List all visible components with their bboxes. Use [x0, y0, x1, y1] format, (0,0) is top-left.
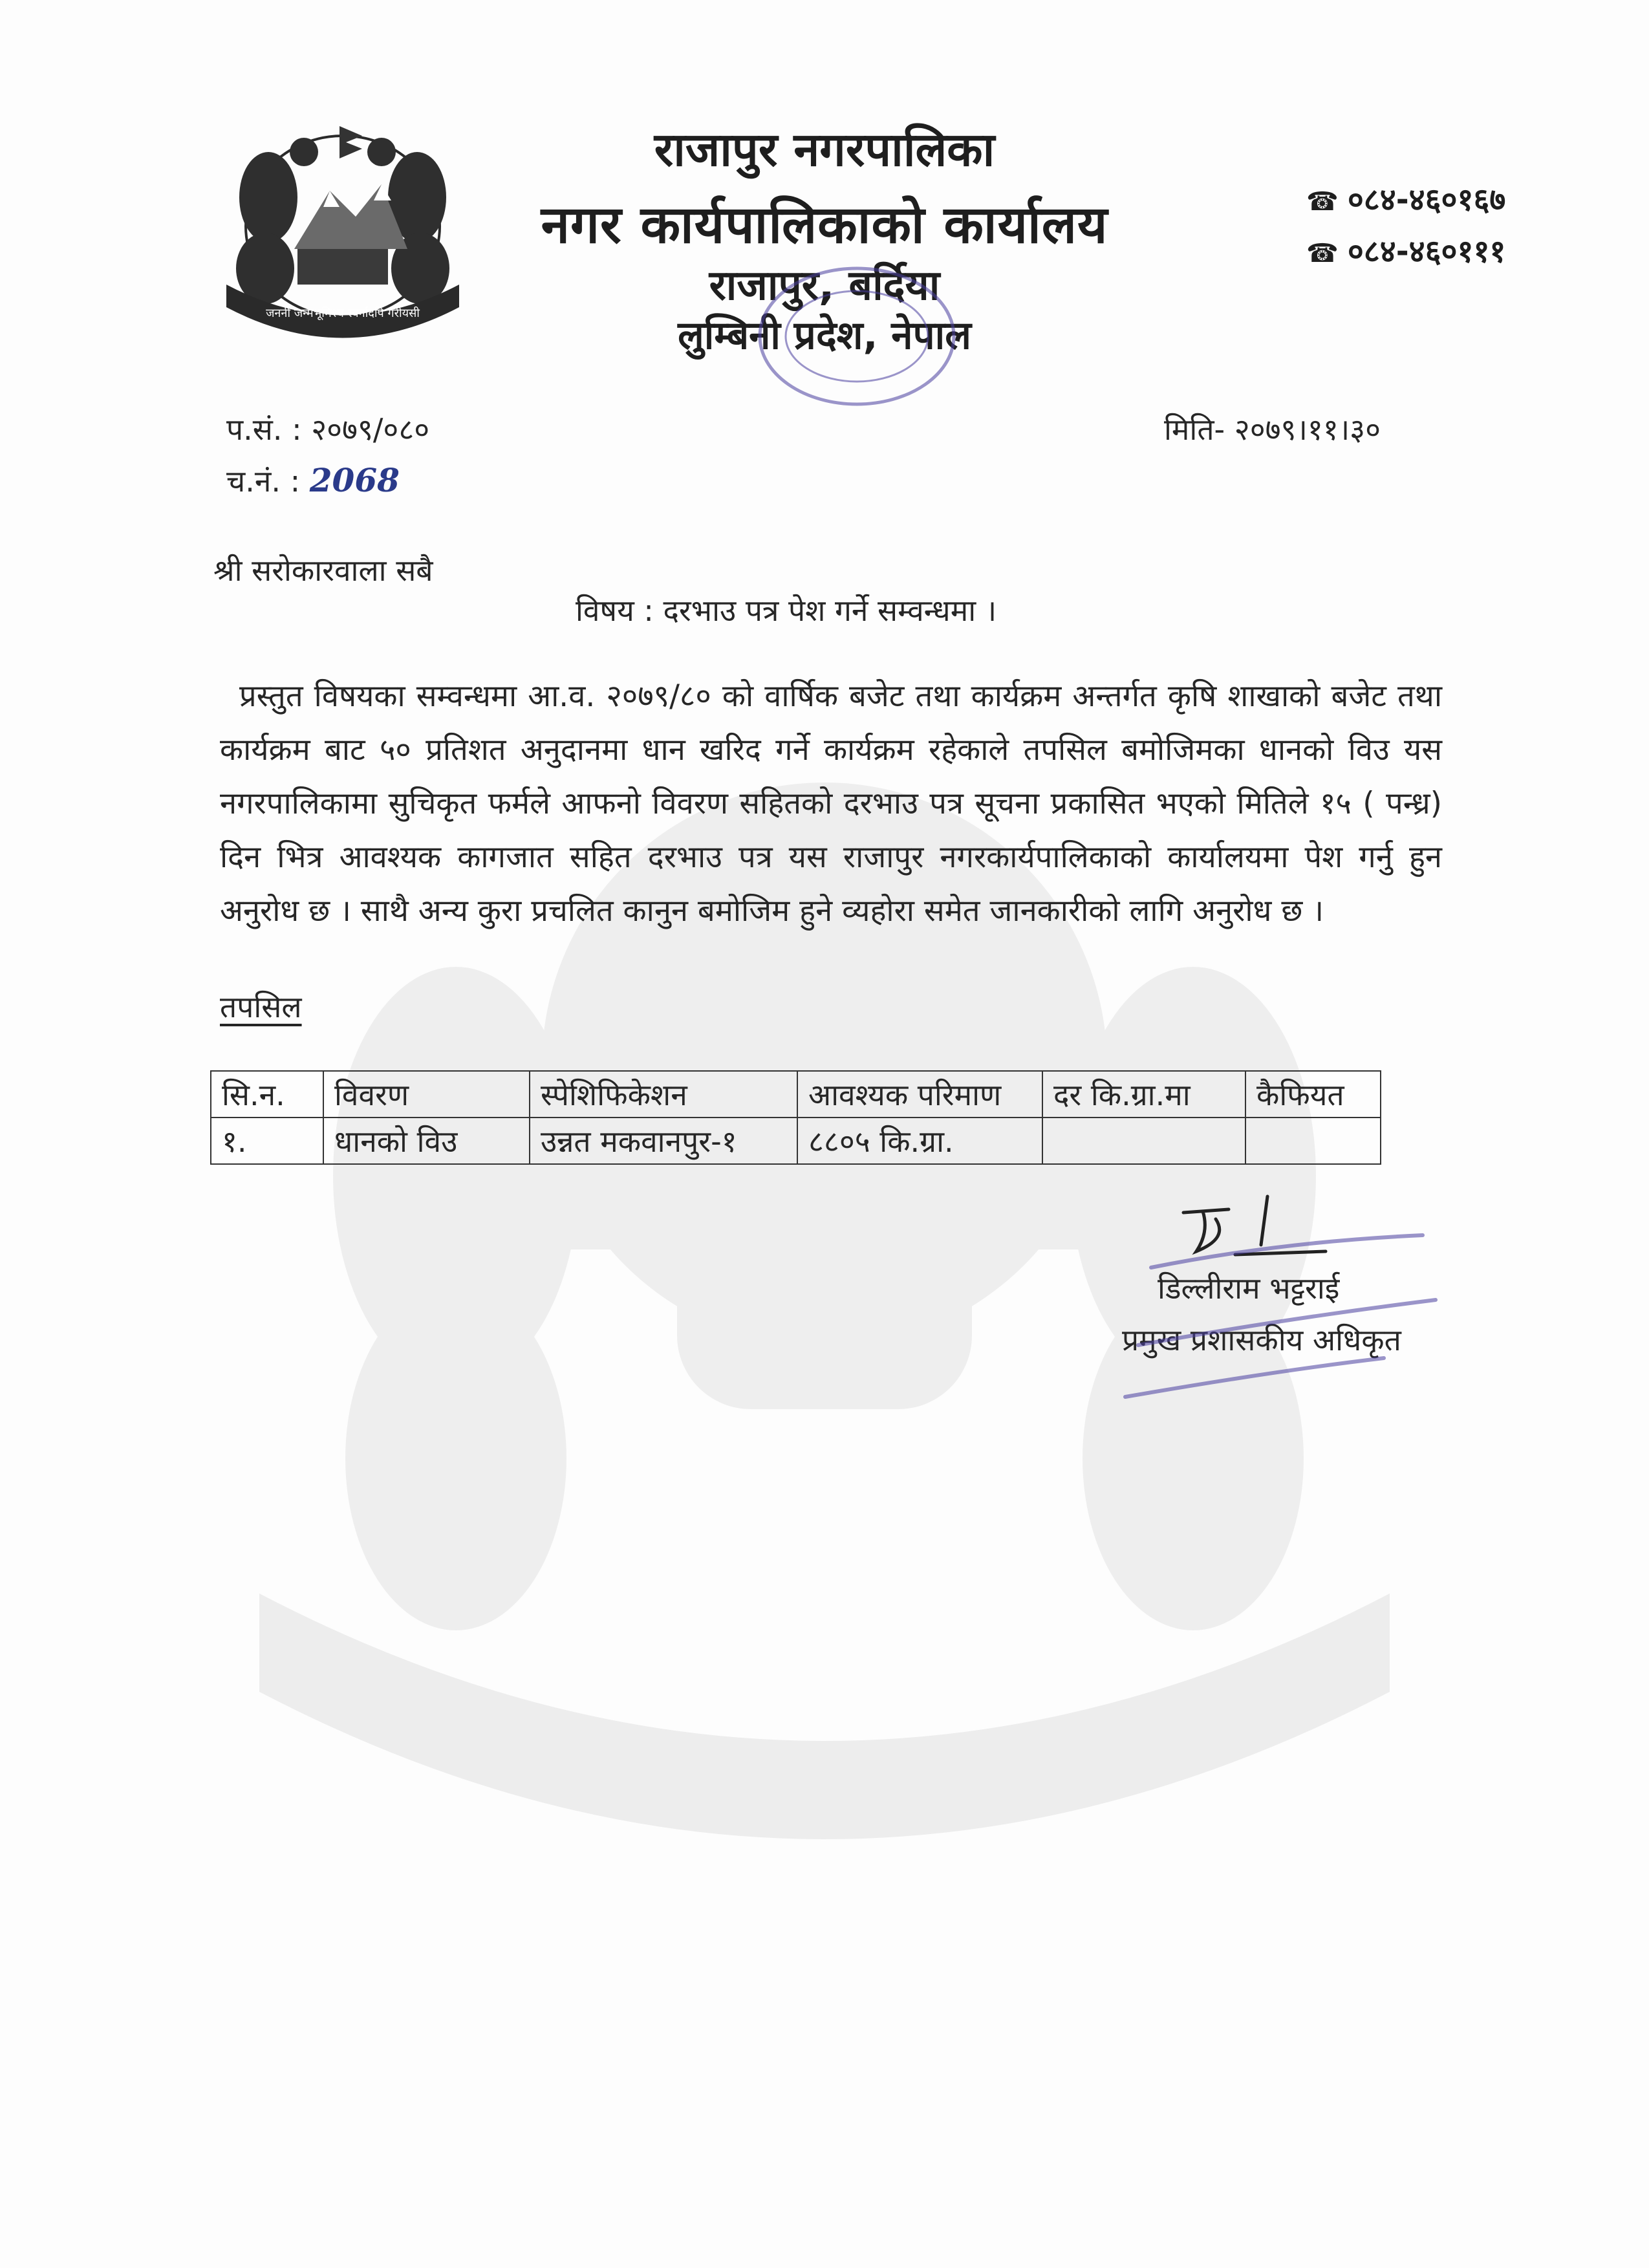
date-value: २०७९।११।३० — [1234, 412, 1381, 447]
office-stamp — [750, 259, 964, 414]
subject-line: विषय : दरभाउ पत्र पेश गर्ने सम्वन्धमा । — [576, 593, 997, 628]
tapasil-heading: तपसिल — [220, 989, 302, 1024]
date-label: मिति- — [1164, 412, 1225, 447]
cell-quantity: ८८०५ कि.ग्रा. — [797, 1118, 1042, 1164]
municipality-name: राजापुर नगरपालिका — [654, 122, 995, 177]
phone-2-text: ०८४-४६०१११ — [1347, 233, 1506, 270]
office-name: नगर कार्यपालिकाको कार्यालय — [541, 195, 1108, 255]
letter-body: प्रस्तुत विषयका सम्वन्धमा आ.व. २०७९/८० को वार्षिक बजेट तथा कार्यक्रम अन्तर्गत कृषि शाखाको बजेट तथा कार्यक्रम बाट ५० प्रतिशत अनुदानमा धान खरिद गर्ने कार्यक्रम रहेकाले तपसिल बमोजिमका धानको विउ यस नगरपालिकामा सुचिकृत फर्मले आफनो विवरण सहितको दरभाउ पत्र सूचना प्रकासित भएको मितिले १५ ( पन्ध्र) दिन भित्र आवश्यक कागजात सहित दरभाउ पत्र यस राजापुर नगरकार्यपालिकाको कार्यालयमा पेश गर्नु हुन अनुरोध छ । साथै अन्य कुरा प्रचलित कानुन बमोजिम हुने व्यहोरा समेत जानकारीको लागि अनुरोध छ । — [220, 678, 1443, 929]
cn-label: च.नं. : — [226, 464, 301, 499]
office-location: राजापुर, बर्दिया — [709, 262, 940, 310]
addressee: श्री सरोकारवाला सबै — [213, 553, 433, 588]
table-header-row — [211, 1071, 1381, 1118]
phone-1-text: ०८४-४६०१६७ — [1347, 182, 1506, 218]
col-specification: स्पेशिफिकेशन — [530, 1071, 797, 1118]
col-rate: दर कि.ग्रा.मा — [1042, 1071, 1245, 1118]
reference-number — [226, 409, 429, 449]
ref-value: २०७९/०८० — [311, 412, 430, 447]
cell-sn: १. — [211, 1118, 323, 1164]
cell-description: धानको विउ — [323, 1118, 530, 1164]
col-quantity: आवश्यक परिमाण — [797, 1071, 1042, 1118]
table-row — [211, 1118, 1381, 1164]
cell-specification: उन्नत मकवानपुर-१ — [530, 1118, 797, 1164]
col-remarks: कैफियत — [1245, 1071, 1381, 1118]
cn-value: 2068 — [309, 461, 400, 499]
dispatch-number — [226, 460, 400, 501]
signatory-name: डिल्लीराम भट्टराई — [1158, 1271, 1340, 1306]
cell-rate — [1042, 1118, 1245, 1164]
phone-number-1 — [1306, 178, 1505, 220]
telephone-icon: ☎ — [1306, 239, 1339, 268]
signature-seal-stamp — [1112, 1229, 1449, 1410]
ref-label: प.सं. : — [226, 412, 302, 447]
office-province: लुम्बिनी प्रदेश, नेपाल — [678, 313, 971, 358]
cell-remarks — [1245, 1118, 1381, 1164]
col-sn: सि.न. — [211, 1071, 323, 1118]
phone-number-2 — [1306, 230, 1505, 272]
col-description: विवरण — [323, 1071, 530, 1118]
specification-table — [210, 1070, 1381, 1165]
letter-date — [1164, 409, 1381, 449]
telephone-icon: ☎ — [1306, 187, 1339, 217]
emblem-motto: जननी जन्मभूमिश्च स्वर्गादपि गरीयसी — [266, 307, 420, 320]
signatory-title: प्रमुख प्रशासकीय अधिकृत — [1122, 1323, 1401, 1357]
